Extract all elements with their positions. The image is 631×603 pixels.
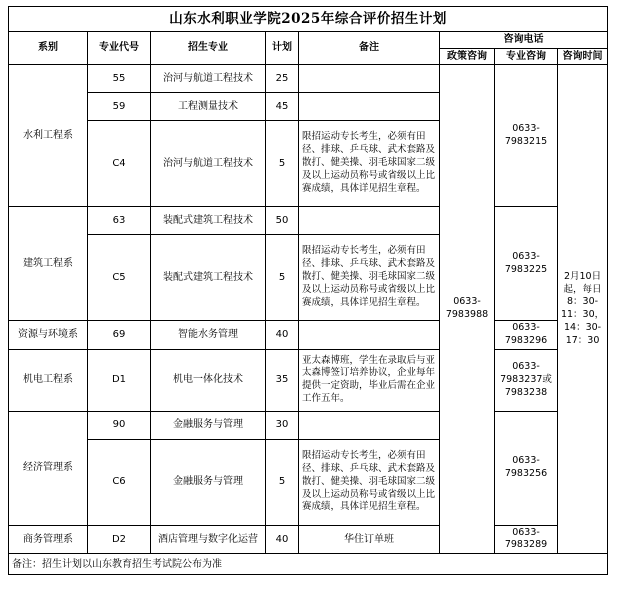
remark-cell: 限招运动专长考生，必须有田径、排球、乒乓球、武术套路及散打、健美操、羽毛球国家二级及以上运动员称号或省级以上比赛成绩，具体详见招生章程。 [299, 121, 440, 207]
admission-plan-table [8, 6, 608, 575]
major-phone-cell: 0633-7983225 [495, 207, 558, 321]
table-row [9, 207, 608, 235]
major-cell: 智能水务管理 [151, 321, 266, 350]
plan-cell: 40 [266, 321, 299, 350]
code-cell: 55 [88, 65, 151, 93]
policy-phone-cell: 0633-7983988 [440, 65, 495, 554]
remark-cell [299, 411, 440, 439]
plan-cell: 45 [266, 93, 299, 121]
table-row [9, 411, 608, 439]
header-dept: 系别 [9, 32, 88, 65]
code-cell: 90 [88, 411, 151, 439]
plan-cell: 5 [266, 235, 299, 321]
plan-cell: 30 [266, 411, 299, 439]
code-cell: D1 [88, 349, 151, 411]
plan-cell: 40 [266, 525, 299, 554]
code-cell: C5 [88, 235, 151, 321]
major-phone-cell: 0633-7983215 [495, 65, 558, 207]
dept-cell: 经济管理系 [9, 411, 88, 525]
remark-cell: 华住订单班 [299, 525, 440, 554]
dept-cell: 资源与环境系 [9, 321, 88, 350]
remark-cell [299, 207, 440, 235]
header-plan: 计划 [266, 32, 299, 65]
page-title: 山东水利职业学院2025年综合评价招生计划 [9, 7, 608, 32]
remark-cell [299, 93, 440, 121]
table-row [9, 525, 608, 554]
major-cell: 机电一体化技术 [151, 349, 266, 411]
table-row [9, 65, 608, 93]
header-remark: 备注 [299, 32, 440, 65]
major-cell: 装配式建筑工程技术 [151, 207, 266, 235]
major-phone-cell: 0633-7983296 [495, 321, 558, 350]
major-cell: 治河与航道工程技术 [151, 121, 266, 207]
plan-cell: 5 [266, 439, 299, 525]
plan-table-wrapper [8, 6, 607, 575]
major-phone-cell: 0633-7983256 [495, 411, 558, 525]
dept-cell: 商务管理系 [9, 525, 88, 554]
dept-cell: 建筑工程系 [9, 207, 88, 321]
major-cell: 酒店管理与数字化运营 [151, 525, 266, 554]
major-phone-cell: 0633-7983289 [495, 525, 558, 554]
major-cell: 金融服务与管理 [151, 411, 266, 439]
footer-row [9, 554, 608, 575]
dept-cell: 机电工程系 [9, 349, 88, 411]
remark-cell [299, 321, 440, 350]
dept-cell: 水利工程系 [9, 65, 88, 207]
consult-time-cell: 2月10日起，每日8：30-11：30，14：30-17：30 [558, 65, 608, 554]
code-cell: 63 [88, 207, 151, 235]
plan-cell: 25 [266, 65, 299, 93]
plan-cell: 5 [266, 121, 299, 207]
remark-cell: 亚太森博班，学生在录取后与亚太森博签订培养协议，企业每年提供一定资助，毕业后需在企业工作五年。 [299, 349, 440, 411]
major-phone-cell: 0633-7983237或7983238 [495, 349, 558, 411]
remark-cell: 限招运动专长考生，必须有田径、排球、乒乓球、武术套路及散打、健美操、羽毛球国家二级及以上运动员称号或省级以上比赛成绩，具体详见招生章程。 [299, 439, 440, 525]
code-cell: 69 [88, 321, 151, 350]
table-row [9, 349, 608, 411]
code-cell: 59 [88, 93, 151, 121]
plan-cell: 50 [266, 207, 299, 235]
header-code: 专业代号 [88, 32, 151, 65]
major-cell: 工程测量技术 [151, 93, 266, 121]
code-cell: C6 [88, 439, 151, 525]
major-cell: 金融服务与管理 [151, 439, 266, 525]
major-cell: 装配式建筑工程技术 [151, 235, 266, 321]
table-row [9, 321, 608, 350]
code-cell: D2 [88, 525, 151, 554]
plan-cell: 35 [266, 349, 299, 411]
remark-cell: 限招运动专长考生，必须有田径、排球、乒乓球、武术套路及散打、健美操、羽毛球国家二级及以上运动员称号或省级以上比赛成绩，具体详见招生章程。 [299, 235, 440, 321]
header-major: 招生专业 [151, 32, 266, 65]
header-time: 咨询时间 [558, 48, 608, 65]
header-consult: 咨询电话 [440, 32, 608, 49]
header-policy: 政策咨询 [440, 48, 495, 65]
major-cell: 治河与航道工程技术 [151, 65, 266, 93]
remark-cell [299, 65, 440, 93]
header-major-consult: 专业咨询 [495, 48, 558, 65]
footer-note: 备注：招生计划以山东教育招生考试院公布为准 [9, 554, 608, 575]
code-cell: C4 [88, 121, 151, 207]
